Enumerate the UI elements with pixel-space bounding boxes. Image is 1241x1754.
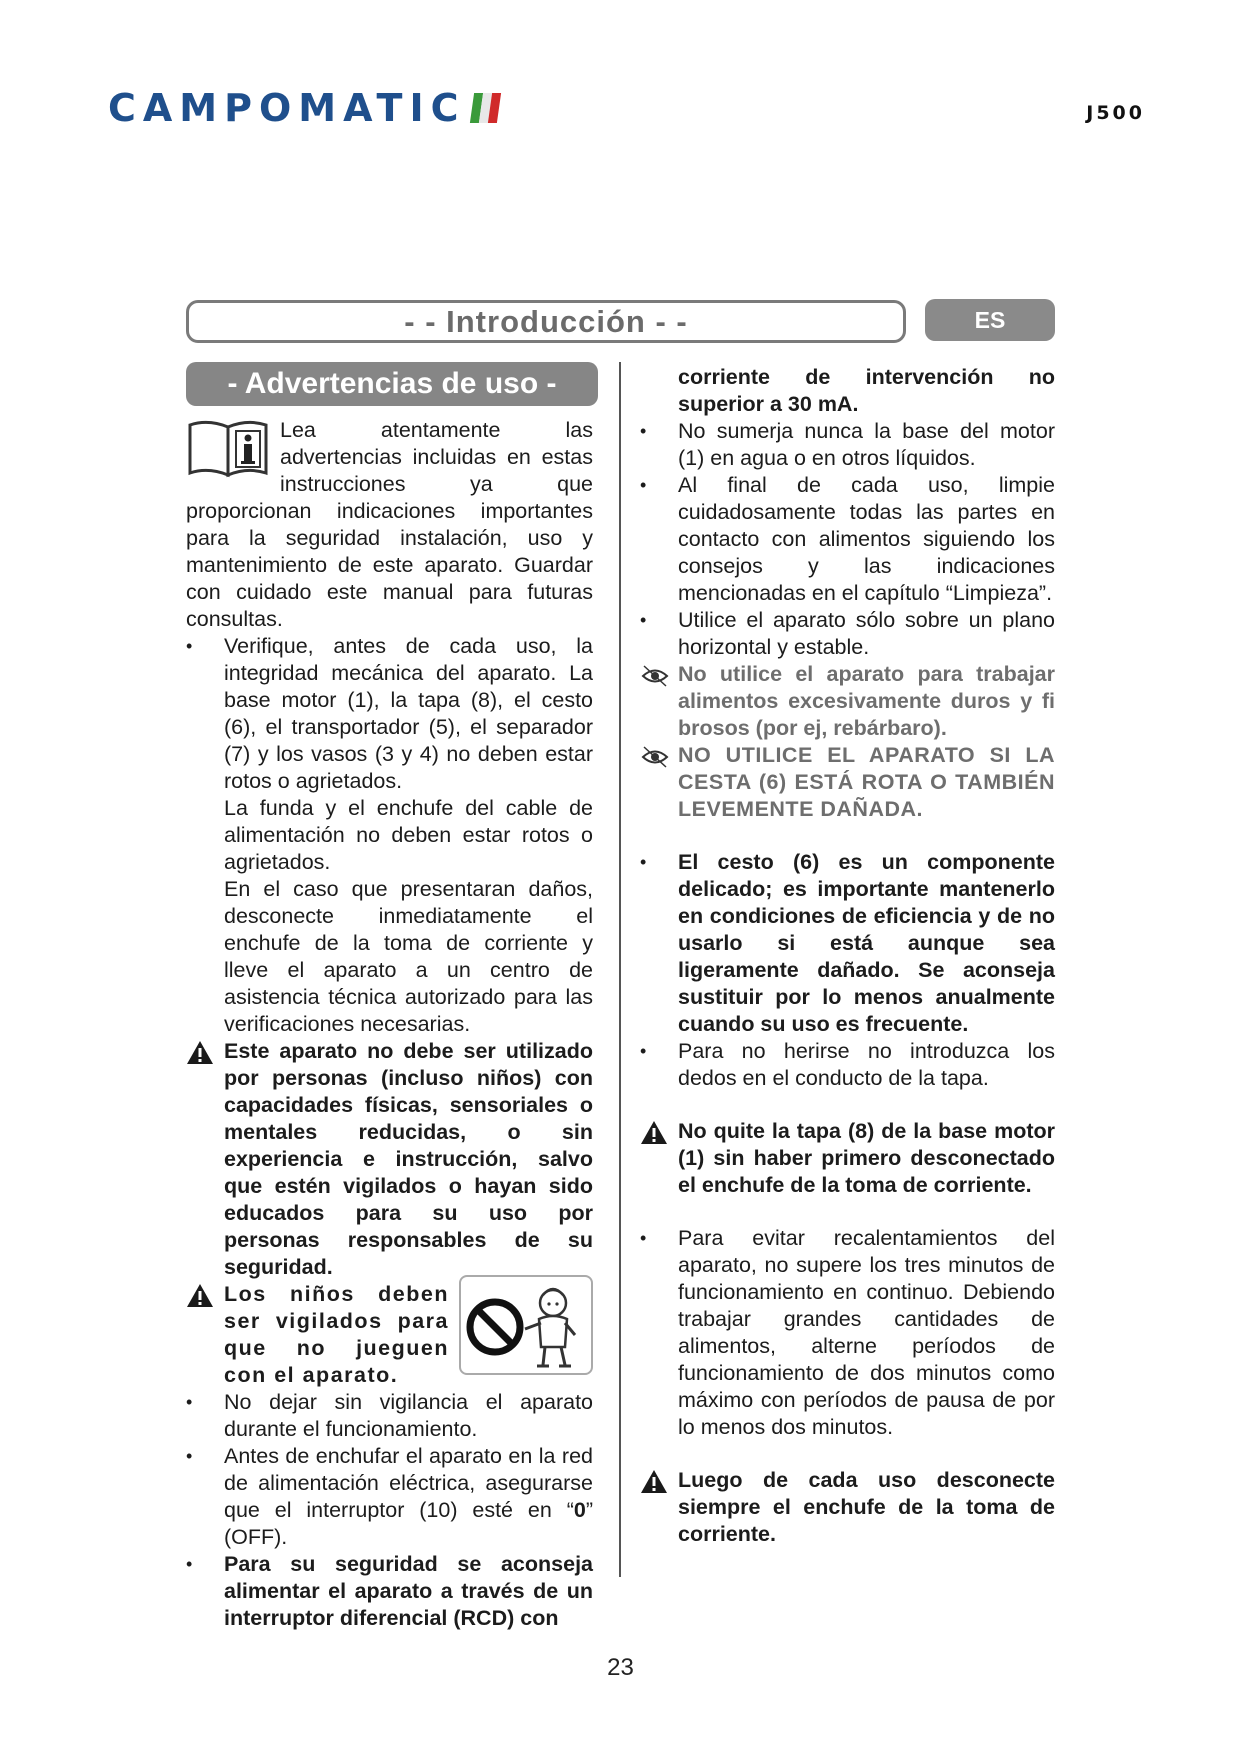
list-item [640, 849, 1055, 1038]
eye-note-icon [640, 663, 670, 689]
eye-note-icon [640, 744, 670, 770]
list-item [640, 418, 1055, 472]
list-item [640, 472, 1055, 607]
list-item [640, 1225, 1055, 1441]
brand-logo [108, 88, 499, 128]
warning-icon [186, 1040, 214, 1065]
list-item [186, 1443, 593, 1551]
warning-text: Los niños deben ser vigilados para que no jueguen con el aparato. [224, 1282, 449, 1387]
bullet-icon: • [640, 610, 647, 630]
warning-item [186, 1038, 593, 1281]
bullet-text: Verifique, antes de cada uso, la integridad mecánica del aparato. La base motor (1), la tapa (8), el cesto (6), el transportador (5), el separador (7) y los vasos (3 y 4) no deben estar rotos o agrietados. [224, 634, 593, 793]
language-tab: ES [925, 299, 1055, 341]
list-item [186, 1389, 593, 1443]
bullet-text: Antes de enchufar el aparato en la red de alimentación eléctrica, asegurarse que el interruptor (10) esté en “0” (OFF). [224, 1444, 593, 1549]
bullet-icon: • [186, 636, 193, 656]
section-title: - Advertencias de uso - [186, 362, 598, 406]
bullet-icon: • [640, 852, 647, 872]
bullet-text: El cesto (6) es un componente delicado; es importante mantenerlo en condiciones de eficiencia y de no usarlo si está aunque sea ligeramente dañado. Se aconseja sustituir por lo menos anualmente cuando su uso es frecuente. [678, 850, 1055, 1036]
warning-item [640, 1118, 1055, 1199]
right-column [640, 364, 1055, 1548]
info-text: Lea atentamente las advertencias incluidas en estas instrucciones ya que proporcionan indicaciones importantes para la seguridad instalación, uso y mantenimiento de este aparato. Guardar con cuidado este manual para futuras consultas. [186, 418, 593, 631]
bullet-text: Al final de cada uso, limpie cuidadosamente todas las partes en contacto con alimentos siguiendo los consejos y las indicaciones mencionadas en el capítulo “Limpieza”. [678, 473, 1055, 605]
flag-icon [469, 93, 500, 123]
warning-icon [186, 1283, 214, 1308]
warning-text: Luego de cada uso desconecte siempre el enchufe de la toma de corriente. [678, 1468, 1055, 1546]
note-text: No utilice el aparato para trabajar alimentos excesivamente duros y fi brosos (por ej, rebárbaro). [678, 662, 1055, 740]
left-column [186, 417, 593, 1632]
bullet-text: La funda y el enchufe del cable de alimentación no deben estar rotos o agrietados. [224, 796, 593, 874]
bullet-text: No dejar sin vigilancia el aparato durante el funcionamiento. [224, 1390, 593, 1441]
continued-text: corriente de intervención no superior a 30 mA. [678, 365, 1055, 416]
bullet-text: Para evitar recalentamientos del aparato, no supere los tres minutos de funcionamiento en continuo. Debiendo trabajar grandes cantidades de alimentos, alterne períodos de funcionamiento de dos minutos como máximo con períodos de pausa de por lo menos dos minutos. [678, 1226, 1055, 1439]
column-divider [619, 362, 621, 1577]
list-item [186, 633, 593, 1038]
info-paragraph [186, 417, 593, 633]
intro-title: - - Introducción - - [186, 300, 906, 343]
bullet-icon: • [186, 1446, 193, 1466]
bullet-text: No sumerja nunca la base del motor (1) en agua o en otros líquidos. [678, 419, 1055, 470]
bullet-text: En el caso que presentaran daños, desconecte inmediatamente el enchufe de la toma de corriente y lleve el aparato a un centro de asistencia técnica autorizado para las verificaciones necesarias. [224, 877, 593, 1036]
list-item [640, 1038, 1055, 1092]
warning-icon [640, 1120, 668, 1145]
prohibited-child-icon [461, 1277, 591, 1373]
page-number: 23 [607, 1654, 634, 1681]
manual-info-icon [186, 417, 270, 479]
bullet-text: Para su seguridad se aconseja alimentar el aparato a través de un interruptor diferencial (RCD) con [224, 1552, 593, 1630]
list-item [640, 607, 1055, 661]
warning-text: Este aparato no debe ser utilizado por personas (incluso niños) con capacidades físicas, sensoriales o mentales reducidas, o sin experiencia e instrucción, salvo que estén vigilados o hayan sido educados para su uso por personas responsables de su seguridad. [224, 1039, 593, 1279]
list-item [186, 1551, 593, 1632]
warning-item [186, 1281, 593, 1389]
warning-item [640, 1467, 1055, 1548]
note-item [640, 742, 1055, 823]
bullet-icon: • [640, 1041, 647, 1061]
warning-text: No quite la tapa (8) de la base motor (1) sin haber primero desconectado el enchufe de la toma de corriente. [678, 1119, 1055, 1197]
bullet-icon: • [186, 1554, 193, 1574]
bullet-icon: • [640, 1228, 647, 1248]
note-text: NO UTILICE EL APARATO SI LA CESTA (6) ESTÁ ROTA O TAMBIÉN LEVEMENTE DAÑADA. [678, 743, 1055, 821]
warning-icon [640, 1469, 668, 1494]
logo-text: CAMPOMATIC [108, 86, 466, 130]
no-children-illustration [459, 1275, 593, 1375]
bullet-icon: • [186, 1392, 193, 1412]
bullet-icon: • [640, 475, 647, 495]
bullet-text: Para no herirse no introduzca los dedos en el conducto de la tapa. [678, 1039, 1055, 1090]
bullet-text: Utilice el aparato sólo sobre un plano horizontal y estable. [678, 608, 1055, 659]
model-name: J500 [1086, 102, 1145, 124]
bullet-icon: • [640, 421, 647, 441]
note-item [640, 661, 1055, 742]
